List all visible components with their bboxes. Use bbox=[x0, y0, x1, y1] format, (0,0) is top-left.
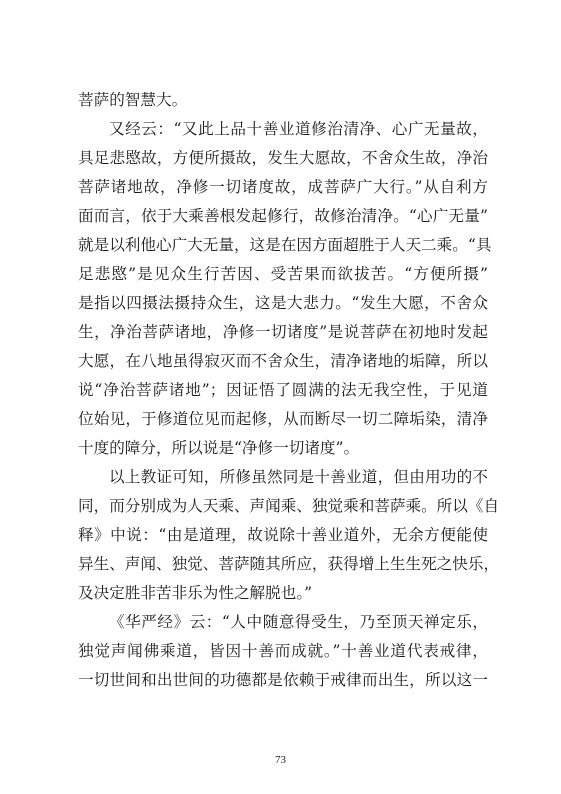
text-line: 是指以四摄法摄持众生，这是大悲力。“发生大愿，不舍众 bbox=[78, 294, 488, 312]
text-line: 菩萨诸地故，净修一切诸度故，成菩萨广大行。”从自利方 bbox=[78, 178, 488, 196]
text-line: 具足悲愍故，方便所摄故，发生大愿故，不舍众生故，净治 bbox=[78, 149, 488, 167]
text-line: 以上教证可知，所修虽然同是十善业道，但由用功的不 bbox=[109, 468, 488, 486]
text-line: 及决定胜非苦非乐为性之解脱也。” bbox=[78, 584, 313, 602]
text-line: 足悲愍”是见众生行苦因、受苦果而欲拔苦。“方便所摄” bbox=[78, 265, 488, 283]
text-line: 一切世间和出世间的功德都是依赖于戒律而出生，所以这一 bbox=[78, 671, 488, 689]
text-line: 说“净治菩萨诸地”；因证悟了圆满的法无我空性，于见道 bbox=[78, 381, 488, 399]
text-line: 《华严经》云：“人中随意得受生，乃至顶天禅定乐， bbox=[109, 613, 488, 631]
text-line: 位始见，于修道位见而起修，从而断尽一切二障垢染，清净 bbox=[78, 410, 488, 428]
page-number: 73 bbox=[275, 754, 286, 766]
text-line: 面而言，依于大乘善根发起修行，故修治清净。“心广无量” bbox=[78, 207, 488, 225]
body-text bbox=[78, 86, 500, 695]
text-line: 释》中说：“由是道理，故说除十善业道外，无余方便能使 bbox=[78, 526, 488, 544]
text-line: 就是以利他心广大无量，这是在因方面超胜于人天二乘。“具 bbox=[78, 236, 492, 254]
text-line: 十度的障分，所以说是“净修一切诸度”。 bbox=[78, 439, 360, 457]
text-line: 大愿，在八地虽得寂灭而不舍众生，清净诸地的垢障，所以 bbox=[78, 352, 488, 370]
text-line: 同，而分别成为人天乘、声闻乘、独觉乘和菩萨乘。所以《自 bbox=[78, 497, 500, 515]
text-line: 异生、声闻、独觉、菩萨随其所应，获得增上生生死之快乐， bbox=[78, 555, 500, 573]
text-line: 生，净治菩萨诸地，净修一切诸度”是说菩萨在初地时发起 bbox=[78, 323, 488, 341]
text-line: 菩萨的智慧大。 bbox=[78, 91, 188, 109]
text-line: 又经云：“又此上品十善业道修治清净、心广无量故， bbox=[109, 120, 488, 138]
text-line: 独觉声闻佛乘道，皆因十善而成就。”十善业道代表戒律， bbox=[78, 642, 488, 660]
